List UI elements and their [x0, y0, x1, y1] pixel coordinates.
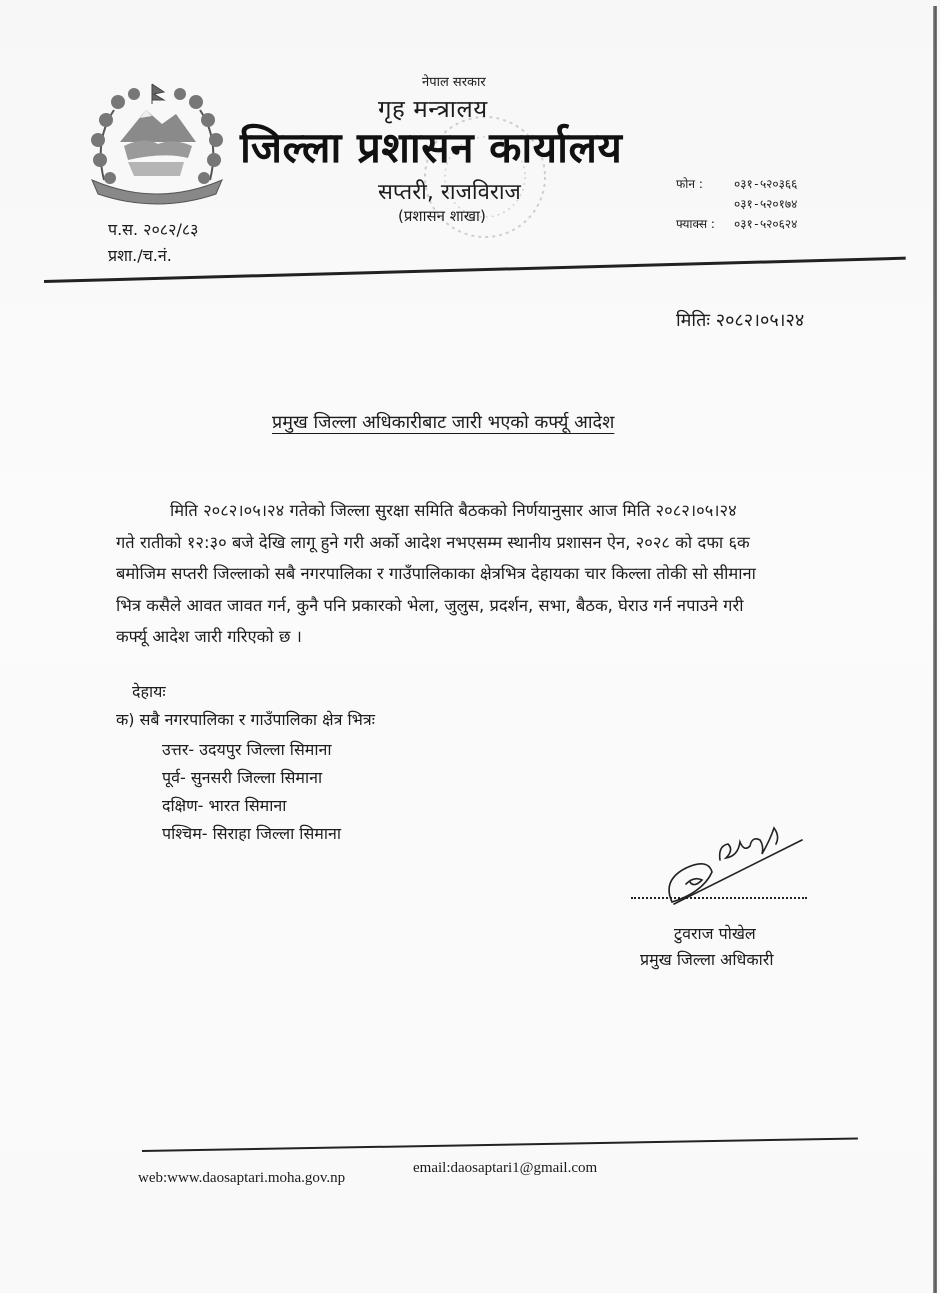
footer-email[interactable]: email:daosaptari1@gmail.com	[413, 1160, 598, 1176]
office-name: जिल्ला प्रशासन कार्यालय	[240, 123, 623, 172]
body-line: गते रातीको १२:३० बजे देखि लागू हुने गरी अर्को आदेश नभएसम्म स्थानीय प्रशासन ऐन, २०२८ को दफा ६क	[116, 532, 750, 552]
scan-edge	[933, 6, 937, 1293]
letter-subject: प्रमुख जिल्ला अधिकारीबाट जारी भएको कर्फ्यू आदेश	[272, 412, 615, 433]
boundary-west: पश्चिम- सिराहा जिल्ला सिमाना	[162, 824, 341, 843]
letter-date: मितिः २०८२।०५।२४	[676, 310, 805, 331]
boundary-east: पूर्व- सुनसरी जिल्ला सिमाना	[162, 768, 323, 787]
dispatch-number: प्रशा./च.नं.	[108, 246, 172, 265]
letterhead-divider	[44, 257, 906, 283]
fax-row	[676, 214, 797, 234]
boundary-south: दक्षिण- भारत सिमाना	[162, 796, 287, 815]
fax-number: ०३१-५२०६२४	[734, 217, 798, 231]
nepal-emblem-icon	[84, 80, 230, 208]
fax-label: फ्याक्स :	[676, 217, 715, 231]
signatory-name: टुवराज पोखेल	[674, 924, 756, 943]
body-line: बमोजिम सप्तरी जिल्लाको सबै नगरपालिका र गाउँपालिकाका क्षेत्रभित्र देहायका चार किल्ला तोकी सो सीमाना	[116, 564, 756, 583]
footer-divider	[142, 1138, 858, 1152]
phone-row-2	[676, 194, 797, 214]
reference-number: प.स. २०८२/८३	[108, 220, 199, 239]
branch-name: (प्रशासन शाखा)	[398, 207, 486, 225]
phone-number-2: ०३१-५२०१७४	[734, 197, 798, 211]
phone-row	[676, 174, 797, 194]
contact-block	[676, 174, 797, 234]
government-name: नेपाल सरकार	[422, 75, 486, 90]
boundary-north: उत्तर- उदयपुर जिल्ला सिमाना	[162, 740, 332, 759]
ministry-name: गृह मन्त्रालय	[378, 95, 488, 123]
signature-line	[631, 897, 807, 899]
body-line: भित्र कसैले आवत जावत गर्न, कुनै पनि प्रकारको भेला, जुलुस, प्रदर्शन, सभा, बैठक, घेराउ गर्न नपाउने गरी	[116, 595, 744, 615]
signatory-title: प्रमुख जिल्ला अधिकारी	[640, 950, 774, 969]
body-line: कर्फ्यू आदेश जारी गरिएको छ ।	[116, 627, 302, 646]
schedule-clause: क) सबै नगरपालिका र गाउँपालिका क्षेत्र भित्रः	[116, 710, 375, 729]
body-paragraph	[116, 495, 852, 653]
schedule-heading: देहायः	[132, 682, 166, 701]
district-location: सप्तरी, राजविराज	[378, 180, 521, 205]
body-line: मिति २०८२।०५।२४ गतेको जिल्ला सुरक्षा समिति बैठकको निर्णयानुसार आज मिति २०८२।०५।२४	[170, 501, 737, 520]
footer-website[interactable]: web:www.daosaptari.moha.gov.np	[138, 1170, 346, 1186]
phone-number-1: ०३१-५२०३६६	[734, 177, 798, 191]
signature-icon	[664, 810, 804, 910]
phone-label: फोन :	[676, 177, 703, 191]
boundary-list	[162, 736, 341, 848]
